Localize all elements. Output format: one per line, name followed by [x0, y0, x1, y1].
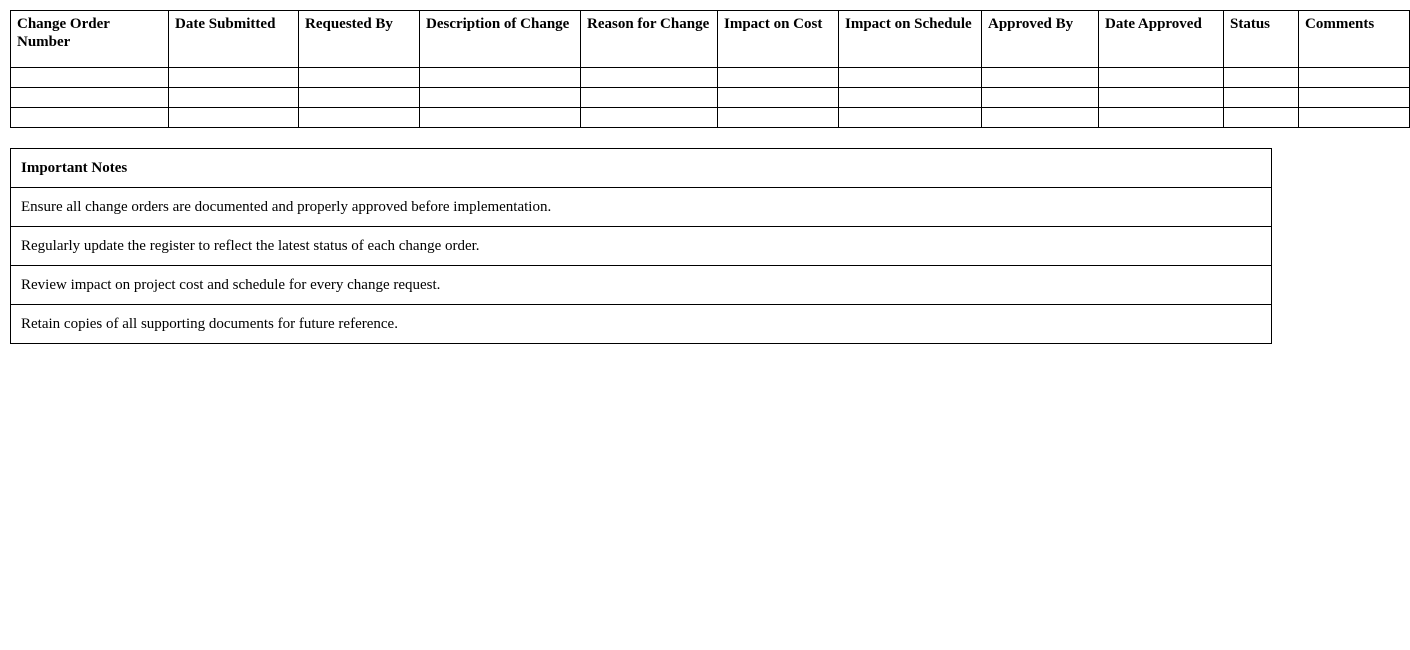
cell-date-approved[interactable] — [1099, 108, 1224, 128]
cell-comments[interactable] — [1299, 108, 1410, 128]
table-row[interactable] — [11, 88, 1410, 108]
list-item — [11, 227, 1272, 266]
column-header-requested-by: Requested By — [299, 11, 420, 68]
column-header-status: Status — [1224, 11, 1299, 68]
cell-requested-by[interactable] — [299, 108, 420, 128]
table-row[interactable] — [11, 68, 1410, 88]
cell-impact-on-schedule[interactable] — [839, 108, 982, 128]
cell-date-approved[interactable] — [1099, 88, 1224, 108]
cell-date-submitted[interactable] — [169, 108, 299, 128]
cell-impact-on-schedule[interactable] — [839, 68, 982, 88]
cell-status[interactable] — [1224, 108, 1299, 128]
cell-description-of-change[interactable] — [420, 88, 581, 108]
note-item-2: Regularly update the register to reflect the latest status of each change order. — [11, 227, 1272, 266]
cell-requested-by[interactable] — [299, 68, 420, 88]
register-header-row — [11, 11, 1410, 68]
column-header-date-submitted: Date Submitted — [169, 11, 299, 68]
cell-description-of-change[interactable] — [420, 108, 581, 128]
list-item — [11, 188, 1272, 227]
cell-impact-on-cost[interactable] — [718, 68, 839, 88]
important-notes-section — [10, 148, 1272, 344]
cell-date-submitted[interactable] — [169, 68, 299, 88]
cell-comments[interactable] — [1299, 68, 1410, 88]
register-header-row-group — [11, 11, 1410, 68]
cell-approved-by[interactable] — [982, 108, 1099, 128]
cell-requested-by[interactable] — [299, 88, 420, 108]
note-item-3: Review impact on project cost and schedule for every change request. — [11, 266, 1272, 305]
cell-impact-on-schedule[interactable] — [839, 88, 982, 108]
cell-approved-by[interactable] — [982, 68, 1099, 88]
cell-impact-on-cost[interactable] — [718, 88, 839, 108]
note-item-4: Retain copies of all supporting documents for future reference. — [11, 305, 1272, 344]
important-notes-heading: Important Notes — [11, 149, 1272, 188]
register-body — [11, 68, 1410, 128]
cell-change-order-number[interactable] — [11, 108, 169, 128]
cell-status[interactable] — [1224, 68, 1299, 88]
cell-approved-by[interactable] — [982, 88, 1099, 108]
column-header-impact-on-schedule: Impact on Schedule — [839, 11, 982, 68]
column-header-approved-by: Approved By — [982, 11, 1099, 68]
cell-description-of-change[interactable] — [420, 68, 581, 88]
cell-date-submitted[interactable] — [169, 88, 299, 108]
cell-change-order-number[interactable] — [11, 88, 169, 108]
cell-impact-on-cost[interactable] — [718, 108, 839, 128]
column-header-date-approved: Date Approved — [1099, 11, 1224, 68]
cell-reason-for-change[interactable] — [581, 108, 718, 128]
important-notes-body — [11, 149, 1272, 344]
cell-status[interactable] — [1224, 88, 1299, 108]
column-header-impact-on-cost: Impact on Cost — [718, 11, 839, 68]
cell-comments[interactable] — [1299, 88, 1410, 108]
change-order-register-table — [10, 10, 1410, 128]
cell-reason-for-change[interactable] — [581, 68, 718, 88]
important-notes-table — [10, 148, 1272, 344]
cell-reason-for-change[interactable] — [581, 88, 718, 108]
column-header-change-order-number: Change Order Number — [11, 11, 169, 68]
notes-header-row — [11, 149, 1272, 188]
cell-date-approved[interactable] — [1099, 68, 1224, 88]
table-row[interactable] — [11, 108, 1410, 128]
change-order-register-section — [10, 10, 1375, 128]
note-item-1: Ensure all change orders are documented and properly approved before implementation. — [11, 188, 1272, 227]
list-item — [11, 266, 1272, 305]
column-header-reason-for-change: Reason for Change — [581, 11, 718, 68]
list-item — [11, 305, 1272, 344]
column-header-description-of-change: Description of Change — [420, 11, 581, 68]
column-header-comments: Comments — [1299, 11, 1410, 68]
cell-change-order-number[interactable] — [11, 68, 169, 88]
